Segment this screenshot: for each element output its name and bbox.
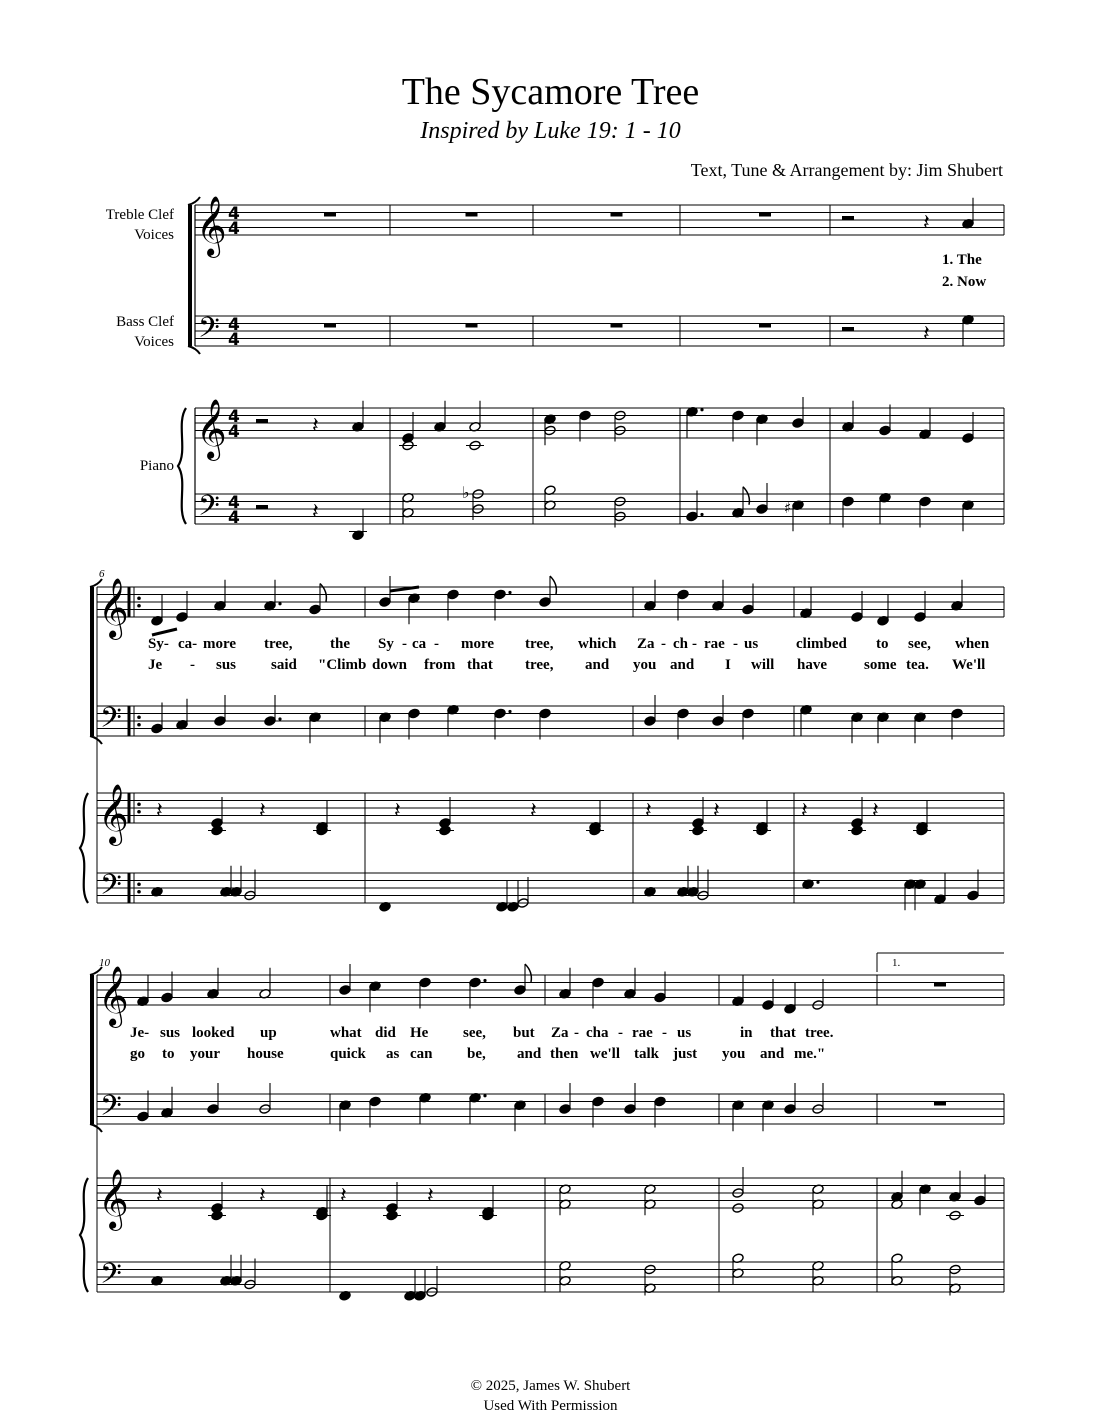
- half-rest-icon: [842, 216, 854, 220]
- time-signature-bottom: 4: [228, 508, 240, 528]
- half-rest-icon: [256, 419, 268, 423]
- treble-clef-icon: 𝄞: [98, 784, 129, 844]
- lyric-syllable: will: [751, 657, 775, 673]
- treble-clef-icon: 𝄞: [98, 1169, 129, 1229]
- lyric-syllable: see,: [908, 636, 931, 652]
- lyric-syllable: have: [797, 657, 827, 673]
- whole-rest-icon: [466, 213, 478, 217]
- lyric-syllable: up: [260, 1025, 277, 1041]
- lyric-syllable: and: [517, 1046, 542, 1062]
- repeat-dot: [137, 596, 141, 600]
- whole-rest-icon: [759, 213, 771, 217]
- note-head: [677, 589, 689, 600]
- lyric-syllable: be,: [467, 1046, 486, 1062]
- note-head: [919, 496, 931, 507]
- lyric-syllable: what: [330, 1025, 362, 1041]
- quarter-rest-icon: 𝄽: [645, 798, 652, 824]
- note-head: [514, 985, 526, 996]
- time-signature-bottom: 4: [228, 330, 240, 350]
- pickup-lyric-verse2: 2. Now: [942, 274, 987, 290]
- note-head: [408, 708, 420, 719]
- augmentation-dot: [508, 710, 511, 713]
- lyric-syllable: Je-: [130, 1025, 150, 1041]
- note-head: [137, 1111, 149, 1122]
- lyric-syllable: I: [725, 657, 731, 673]
- whole-rest-icon: [611, 324, 623, 328]
- quarter-rest-icon: 𝄽: [713, 798, 720, 824]
- note-head: [559, 1104, 571, 1115]
- note-head: [447, 589, 459, 600]
- lyric-syllable: your: [190, 1046, 220, 1062]
- lyric-syllable: then: [550, 1046, 579, 1062]
- note-head: [161, 992, 173, 1003]
- lyric-syllable: "Climb: [318, 657, 367, 673]
- note-flag: [320, 584, 326, 602]
- quarter-rest-icon: 𝄽: [923, 321, 930, 347]
- note-head: [762, 1000, 774, 1011]
- repeat-dot: [137, 802, 141, 806]
- note-head: [264, 716, 276, 727]
- lyric-syllable: said: [271, 657, 297, 673]
- lyric-syllable: We'll: [952, 657, 986, 673]
- lyric-syllable: tree,: [525, 657, 554, 673]
- lyric-syllable: -: [574, 1025, 579, 1041]
- lyric-syllable: sus: [160, 1025, 181, 1041]
- bass-clef-icon: 𝄢: [100, 1257, 122, 1298]
- note-head: [792, 418, 804, 429]
- bass-clef-icon: 𝄢: [100, 701, 122, 742]
- lyric-syllable: ch: [673, 636, 688, 652]
- lyric-syllable: tree.: [805, 1025, 834, 1041]
- lyric-syllable: Sy: [378, 636, 394, 652]
- time-signature-bottom: 4: [228, 422, 240, 442]
- note-head: [419, 977, 431, 988]
- lyric-syllable: ca-: [178, 636, 198, 652]
- augmentation-dot: [700, 408, 703, 411]
- augmentation-dot: [483, 1094, 486, 1097]
- lyric-syllable: and: [760, 1046, 785, 1062]
- note-head: [494, 708, 506, 719]
- note-flag: [525, 964, 531, 982]
- lyric-syllable: just: [673, 1046, 698, 1062]
- lyric-syllable: when: [955, 636, 990, 652]
- lyric-syllable: Za: [637, 636, 655, 652]
- lyric-syllable: more: [461, 636, 495, 652]
- piano-label: Piano: [139, 458, 174, 474]
- measure-number: 6: [99, 568, 105, 580]
- note-head: [851, 612, 863, 623]
- lyric-syllable: the: [330, 636, 350, 652]
- note-head: [677, 708, 689, 719]
- lyric-syllable: and: [585, 657, 610, 673]
- note-head: [784, 1104, 796, 1115]
- lyric-syllable: that: [467, 657, 493, 673]
- lyric-syllable: tree,: [525, 636, 554, 652]
- lyric-syllable: did: [375, 1025, 396, 1041]
- page-subtitle: Inspired by Luke 19: 1 - 10: [420, 118, 681, 144]
- lyric-syllable: looked: [192, 1025, 235, 1041]
- whole-rest-icon: [934, 983, 946, 987]
- lyric-syllable: tree,: [264, 636, 293, 652]
- lyric-syllable: we'll: [590, 1046, 620, 1062]
- lyric-syllable: and: [670, 657, 695, 673]
- quarter-rest-icon: 𝄽: [156, 1183, 163, 1209]
- note-head: [151, 723, 163, 734]
- note-head: [214, 716, 226, 727]
- half-rest-icon: [256, 505, 268, 509]
- time-signature-top: 4: [228, 204, 240, 224]
- lyric-syllable: -: [190, 657, 195, 673]
- bass-clef-icon: 𝄢: [100, 1089, 122, 1130]
- lyric-syllable: Za: [551, 1025, 569, 1041]
- composer-credits: Text, Tune & Arrangement by: Jim Shubert: [690, 160, 1003, 180]
- lyric-syllable: house: [247, 1046, 284, 1062]
- quarter-rest-icon: 𝄽: [340, 1183, 347, 1209]
- lyric-syllable: -: [618, 1025, 623, 1041]
- note-head: [494, 589, 506, 600]
- lyric-syllable: in: [740, 1025, 753, 1041]
- flat-accidental-icon: ♭: [462, 483, 470, 502]
- note-head: [379, 597, 391, 608]
- note-head: [369, 1096, 381, 1107]
- half-rest-icon: [842, 327, 854, 331]
- augmentation-dot: [483, 979, 486, 982]
- note-head: [539, 708, 551, 719]
- quarter-rest-icon: 𝄽: [312, 499, 319, 525]
- quarter-rest-icon: 𝄽: [394, 798, 401, 824]
- lyric-syllable: rae: [632, 1025, 653, 1041]
- lyric-syllable: He: [410, 1025, 429, 1041]
- lyric-syllable: -: [402, 636, 407, 652]
- augmentation-dot: [278, 717, 281, 720]
- quarter-rest-icon: 𝄽: [156, 798, 163, 824]
- quarter-rest-icon: 𝄽: [530, 798, 537, 824]
- note-head: [712, 716, 724, 727]
- note-head: [579, 410, 591, 421]
- note-head: [842, 496, 854, 507]
- lyric-syllable: -: [692, 636, 697, 652]
- note-flag: [743, 487, 749, 505]
- lyric-syllable: go: [130, 1046, 145, 1062]
- time-signature-bottom: 4: [228, 219, 240, 239]
- quarter-rest-icon: 𝄽: [312, 413, 319, 439]
- quarter-rest-icon: 𝄽: [259, 1183, 266, 1209]
- measure-number: 10: [99, 957, 110, 969]
- lyric-syllable: talk: [634, 1046, 660, 1062]
- note-head: [879, 425, 891, 436]
- note-flag: [550, 576, 556, 594]
- whole-rest-icon: [324, 324, 336, 328]
- treble-clef-icon: 𝄞: [98, 966, 129, 1026]
- piano-brace: [80, 1178, 88, 1292]
- treble-clef-icon: 𝄞: [98, 578, 129, 638]
- repeat-dot: [137, 890, 141, 894]
- note-head: [967, 890, 979, 901]
- lyric-syllable: -: [434, 636, 439, 652]
- lyric-syllable: can: [410, 1046, 433, 1062]
- lyric-syllable: down: [372, 657, 408, 673]
- lyric-syllable: tea.: [906, 657, 929, 673]
- lyric-syllable: us: [744, 636, 759, 652]
- note-head: [686, 511, 698, 522]
- repeat-dot: [137, 723, 141, 727]
- note-head: [742, 604, 754, 615]
- time-signature-top: 4: [228, 407, 240, 427]
- note-head: [962, 433, 974, 444]
- whole-rest-icon: [611, 213, 623, 217]
- lyric-syllable: me.": [794, 1046, 826, 1062]
- note-head: [592, 977, 604, 988]
- note-head: [756, 504, 768, 515]
- note-head: [309, 604, 321, 615]
- augmentation-dot: [508, 591, 511, 594]
- augmentation-dot: [278, 602, 281, 605]
- repeat-dot: [137, 604, 141, 608]
- quarter-rest-icon: 𝄽: [923, 210, 930, 236]
- note-head: [914, 612, 926, 623]
- lyric-syllable: -: [733, 636, 738, 652]
- note-head: [592, 1096, 604, 1107]
- note-head: [654, 1096, 666, 1107]
- whole-rest-icon: [759, 324, 771, 328]
- lyric-syllable: to: [162, 1046, 175, 1062]
- lyric-syllable: cha: [586, 1025, 609, 1041]
- note-head: [974, 1195, 986, 1206]
- repeat-dot: [137, 715, 141, 719]
- lyric-syllable: that: [770, 1025, 796, 1041]
- bass-clef-icon: 𝄢: [100, 868, 122, 909]
- lyric-syllable: us: [677, 1025, 692, 1041]
- lyric-syllable: you: [722, 1046, 746, 1062]
- treble-clef-icon: 𝄞: [196, 196, 227, 256]
- piano-brace: [178, 408, 186, 524]
- lyric-syllable: rae: [704, 636, 725, 652]
- treble-label-line1: Treble Clef: [105, 207, 174, 223]
- note-head: [539, 597, 551, 608]
- quarter-rest-icon: 𝄽: [259, 798, 266, 824]
- note-head: [624, 1104, 636, 1115]
- lyric-syllable: more: [203, 636, 237, 652]
- lyric-syllable: -: [662, 1025, 667, 1041]
- quarter-rest-icon: 𝄽: [801, 798, 808, 824]
- lyric-syllable: some: [864, 657, 897, 673]
- lyric-syllable: see,: [463, 1025, 486, 1041]
- repeat-dot: [137, 882, 141, 886]
- quarter-rest-icon: 𝄽: [872, 798, 879, 824]
- note-head: [644, 716, 656, 727]
- bass-label-line2: Voices: [134, 334, 174, 350]
- augmentation-dot: [700, 513, 703, 516]
- lyric-syllable: but: [513, 1025, 535, 1041]
- whole-rest-icon: [324, 213, 336, 217]
- lyric-syllable: -: [661, 636, 666, 652]
- augmentation-dot: [816, 881, 819, 884]
- pickup-lyric-verse1: 1. The: [942, 252, 982, 268]
- lyric-syllable: which: [578, 636, 617, 652]
- beam: [152, 629, 177, 635]
- treble-clef-icon: 𝄞: [196, 399, 227, 459]
- bass-label-line1: Bass Clef: [116, 314, 174, 330]
- bass-clef-icon: 𝄢: [198, 489, 220, 530]
- time-signature-top: 4: [228, 315, 240, 335]
- piano-brace: [80, 793, 88, 903]
- quarter-rest-icon: 𝄽: [427, 1183, 434, 1209]
- note-head: [469, 977, 481, 988]
- whole-rest-icon: [466, 324, 478, 328]
- lyric-syllable: from: [424, 657, 456, 673]
- note-head: [951, 708, 963, 719]
- lyric-syllable: you: [633, 657, 657, 673]
- lyric-syllable: Sy-: [148, 636, 169, 652]
- lyric-syllable: Je: [148, 657, 163, 673]
- repeat-dot: [137, 810, 141, 814]
- first-ending-label: 1.: [892, 957, 901, 969]
- whole-rest-icon: [934, 1102, 946, 1106]
- copyright-notice: © 2025, James W. Shubert: [470, 1378, 631, 1394]
- page-title: The Sycamore Tree: [401, 71, 700, 113]
- treble-label-line2: Voices: [134, 227, 174, 243]
- sharp-accidental-icon: ♯: [784, 499, 792, 517]
- bass-clef-icon: 𝄢: [198, 311, 220, 352]
- permission-notice: Used With Permission: [483, 1398, 618, 1414]
- note-head: [339, 985, 351, 996]
- lyric-syllable: as: [386, 1046, 400, 1062]
- note-head: [176, 612, 188, 623]
- note-head: [207, 1104, 219, 1115]
- lyric-syllable: to: [876, 636, 889, 652]
- note-head: [654, 992, 666, 1003]
- lyric-syllable: quick: [330, 1046, 366, 1062]
- lyric-syllable: ca: [412, 636, 427, 652]
- lyric-syllable: climbed: [796, 636, 847, 652]
- note-head: [742, 708, 754, 719]
- time-signature-top: 4: [228, 493, 240, 513]
- lyric-syllable: sus: [216, 657, 237, 673]
- note-head: [732, 410, 744, 421]
- beam: [390, 587, 419, 591]
